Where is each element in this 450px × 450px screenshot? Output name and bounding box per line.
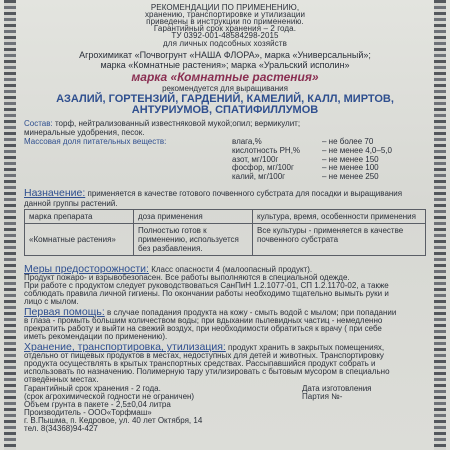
purpose-text: применяется в качестве готового почвенного субстрата для посадки и выращивания bbox=[87, 188, 403, 198]
storage-text: использовать по назначению. Полимерную тару утилизировать с бытовым мусором в специально bbox=[24, 367, 390, 377]
left-ornament-border bbox=[4, 0, 16, 450]
storage-text: отведённых местах. bbox=[24, 375, 99, 385]
producer-line: тел. 8(34368)94-427 bbox=[24, 424, 98, 433]
composition-text: торф, нейтрализованный известняковой мукой;опил; вермикулит; bbox=[54, 118, 301, 128]
header-line: приведены в инструкции по применению. bbox=[146, 17, 304, 27]
first-aid-label: Первая помощь: bbox=[24, 306, 105, 319]
storage-text: продукт хранить в закрытых помещениях, bbox=[228, 343, 385, 353]
table-header-cell: доза применения bbox=[134, 210, 253, 224]
storage-label: Хранение, транспортировка, утилизация: bbox=[24, 341, 226, 354]
precautions-text: лицо с мылом. bbox=[24, 297, 79, 307]
nutrient-name: калий, мг/100г bbox=[232, 172, 286, 182]
precautions-text: Продукт пожаро- и взрывобезопасен. Все работы выполняются в специальной одежде. bbox=[24, 273, 350, 283]
table-header-cell: культура, время, особенности применения bbox=[253, 210, 426, 224]
agro-line: Агрохимикат «Почвогрунт «НАША ФЛОРА», марка «Универсальный»; bbox=[79, 50, 371, 61]
purpose-text: данной группы растений. bbox=[24, 198, 118, 208]
nutrient-value: – не менее 4,0–5,0 bbox=[322, 145, 392, 155]
first-aid-text: в случае попадания продукта на кожу - смыть водой с мылом; при попадании bbox=[106, 308, 397, 318]
table-cell: Полностью готов к применению, используется без разбавления. bbox=[134, 224, 253, 256]
nutrient-value: – не менее 100 bbox=[322, 163, 379, 173]
storage-text: продукта осуществлять в крытых транспортных средствах. Рассыпавшийся продукт собрать и bbox=[24, 359, 376, 369]
header-line: хранению, транспортировке и утилизации bbox=[144, 9, 306, 19]
crops-line: АЗАЛИЙ, ГОРТЕНЗИЙ, ГАРДЕНИЙ, КАМЕЛИЙ, КАЛЛ, МИРТОВ, bbox=[56, 92, 394, 105]
table-header-cell: марка препарата bbox=[25, 210, 134, 224]
brand-title: марка «Комнатные растения» bbox=[131, 70, 319, 85]
storage-text: отдельно от пищевых продуктов в местах, недоступных для детей и животных. Транспортировку bbox=[24, 351, 384, 361]
precautions-text: При работе с продуктом следует руководствоваться СанПиН 1.2.1077-01, СП 1.2.1170-02, а также bbox=[24, 281, 389, 291]
table-header-row bbox=[25, 210, 426, 224]
nutrient-name: фосфор, мг/100г bbox=[232, 163, 294, 173]
right-ornament-border bbox=[434, 0, 446, 450]
nutrients-label: Массовая доля питательных веществ: bbox=[24, 136, 167, 146]
header-line: Гарантийный срок хранения – 2 года. bbox=[153, 24, 297, 34]
producer-line: Производитель - ООО«Торфмаш» bbox=[24, 407, 152, 417]
precautions-label: Меры предосторожности: bbox=[24, 263, 149, 276]
first-aid-text: в глаза - промыть большим количеством воды; при вдыхании пылевидных частиц - немедленно bbox=[24, 316, 383, 326]
precautions-text: соблюдать правила личной гигиены. По окончании работы необходимо тщательно вымыть руки и bbox=[24, 289, 389, 299]
crops-line: АНТУРИУМОВ, СПАТИФИЛЛУМОВ bbox=[131, 104, 319, 117]
composition-text: минеральные удобрения, песок. bbox=[24, 127, 145, 137]
composition-label: Состав: bbox=[24, 118, 53, 128]
table-row bbox=[25, 224, 426, 256]
recommended-text: рекомендуется для выращивания bbox=[162, 83, 288, 93]
table-cell: «Комнатные растения» bbox=[25, 224, 134, 256]
volume-text: Объем грунта в пакете - 2,5±0,04 литра bbox=[24, 399, 171, 409]
table-cell: Все культуры - применяется в качестве почвенного субстрата bbox=[253, 224, 426, 256]
nutrient-value: – не более 70 bbox=[322, 136, 374, 146]
nutrient-value: – не менее 150 bbox=[322, 154, 379, 164]
shelf-life-note: (срок агрохимической годности не ограничен) bbox=[24, 391, 195, 401]
purpose-label: Назначение: bbox=[24, 186, 86, 199]
precautions-text: Класс опасности 4 (малоопасный продукт). bbox=[151, 265, 313, 275]
nutrient-name: влага,% bbox=[232, 136, 262, 146]
nutrient-value: – не менее 250 bbox=[322, 172, 379, 182]
first-aid-text: иметь рекомендации по применению). bbox=[24, 332, 168, 342]
header-line: РЕКОМЕНДАЦИИ ПО ПРИМЕНЕНИЮ, bbox=[150, 2, 300, 12]
agro-line: марка «Комнатные растения»; марка «Уральский исполин» bbox=[100, 60, 350, 71]
nutrient-name: кислотность PH,% bbox=[232, 145, 301, 155]
producer-line: г. В.Пышма, п. Кедровое, ул. 40 лет Октября, 14 bbox=[24, 415, 203, 425]
batch-label: Партия №- bbox=[302, 391, 343, 401]
nutrient-name: азот, мг/100г bbox=[232, 154, 279, 164]
label-content bbox=[22, 0, 428, 450]
header-line: для личных подсобных хозяйств bbox=[163, 38, 287, 48]
header-line: ТУ 0392-001-48584298-2015 bbox=[171, 31, 279, 41]
production-date-label: Дата изготовления bbox=[302, 383, 372, 393]
application-table bbox=[24, 209, 426, 256]
first-aid-text: прекратить работу и выйти на свежий воздух, при необходимости обратиться к врачу ( при себе bbox=[24, 324, 382, 334]
shelf-life-text: Гарантийный срок хранения - 2 года. bbox=[24, 383, 161, 393]
